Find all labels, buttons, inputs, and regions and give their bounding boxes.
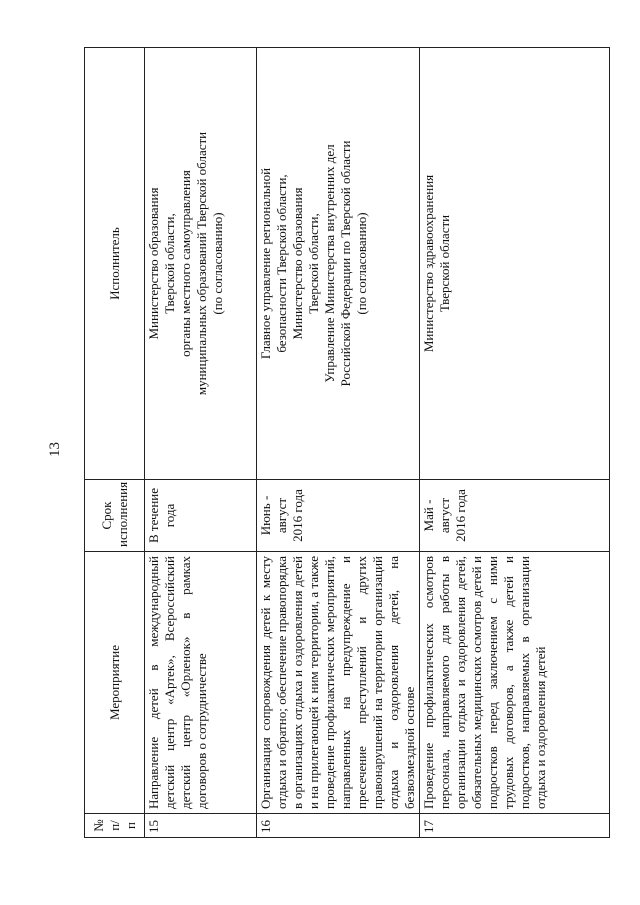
header-event: Мероприятие [85, 552, 145, 814]
executor-line: Тверской области, [162, 213, 177, 314]
executor-line: муниципальных образований Тверской области [194, 131, 209, 396]
row-number: 17 [420, 814, 610, 838]
row-number: 15 [145, 814, 257, 838]
row-event: Организация сопровождения детей к месту отдыха и обратно; обеспечение правопорядка в организациях отдыха и оздоровления детей и на прилегающей к ним территории, а также проведение профилактических мероприятий, направленных на предупреждение и пресечение преступлений и других правонарушений на территории организаций отдыха и оздоровления детей, на безвозмездной основе [257, 552, 420, 814]
header-term: Срок исполнения [85, 480, 145, 552]
row-term: В течение года [145, 480, 257, 552]
executor-line: Российской Федерации по Тверской области [338, 140, 353, 387]
executor-line: Управление Министерства внутренних дел [322, 144, 337, 383]
rotated-table-wrapper [84, 48, 604, 838]
executor-line: органы местного самоуправления [178, 170, 193, 357]
executor-line: безопасности Тверской области, [274, 174, 289, 353]
header-executor: Исполнитель [85, 48, 145, 480]
row-term: Июнь - август 2016 года [257, 480, 420, 552]
row-term: Май - август 2016 года [420, 480, 610, 552]
table-row [420, 48, 610, 838]
table-row [257, 48, 420, 838]
executor-line: (по согласованию) [210, 212, 225, 315]
row-executor [257, 48, 420, 480]
executor-line: Тверской области [437, 214, 452, 313]
executor-line: Тверской области, [306, 213, 321, 314]
table-header-row [85, 48, 145, 838]
page-number: 13 [47, 442, 63, 457]
executor-line: Главное управление региональной [258, 167, 273, 360]
executor-line: Министерство здравоохранения [421, 174, 436, 353]
row-executor [420, 48, 610, 480]
events-table [84, 47, 610, 838]
executor-line: Министерство образования [290, 187, 305, 340]
row-executor [145, 48, 257, 480]
table-row [145, 48, 257, 838]
header-number: № п/п [85, 814, 145, 838]
executor-line: (по согласованию) [354, 212, 369, 315]
row-number: 16 [257, 814, 420, 838]
executor-line: Министерство образования [146, 187, 161, 340]
row-event: Направление детей в международный детский центр «Артек», Всероссийский детский центр «Орленок» в рамках договоров о сотрудничестве [145, 552, 257, 814]
row-event: Проведение профилактических осмотров персонала, направляемого для работы в организации отдыха и оздоровления детей, обязательных медицинских осмотров детей и подростков перед заключением с ними трудовых договоров, а также детей и подростков, направляемых в организации отдыха и оздоровления детей [420, 552, 610, 814]
